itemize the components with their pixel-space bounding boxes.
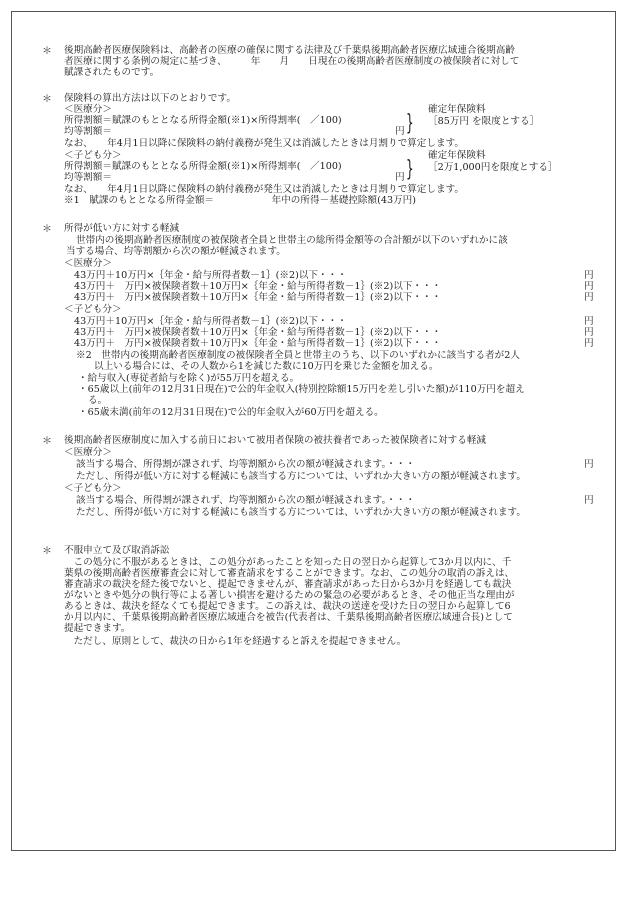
brace-icon: }	[406, 157, 414, 182]
s2-med-limit: ［85万円 を限度とする］	[428, 116, 540, 127]
s3-note2-a: ・給与収入(専従者給与を除く)が55万円を超える。	[78, 373, 300, 384]
s4-med-line-2: ただし、所得が低い方に対する軽減にも該当する方については、いずれか大きい方の額が軽減されます。	[76, 471, 526, 482]
s2-med-kakutei: 確定年保険料	[428, 104, 486, 115]
s2-note1: ※1 賦課のもととなる所得金額＝ 年中の所得－基礎控除額(43万円)	[64, 195, 416, 206]
s3-kodomo-row-1: 43万円＋10万円×｛年金・給与所得者数－1｝(※2)以下・・・	[74, 316, 347, 327]
s2-kodomo-kinto-yen: 円	[395, 172, 405, 183]
s4-title: 後期高齢者医療制度に加入する前日において被用者保険の被扶養者であった被保険者に対する軽減	[64, 435, 487, 446]
s2-kodomo-note: なお、 年4月1日以降に保険料の納付義務が発生又は消滅したときは月割りで算定します。	[64, 184, 464, 195]
s3-med-row-3: 43万円＋ 万円×被保険者数＋10万円×｛年金・給与所得者数－1｝(※2)以下・・・	[74, 292, 442, 303]
s4-kodomo-line-2: ただし、所得が低い方に対する軽減にも該当する方については、いずれか大きい方の額が軽減されます。	[76, 507, 526, 518]
s3-med-row-2-yen: 円	[584, 281, 594, 292]
s3-note2-1: ※2 世帯内の後期高齢者医療制度の被保険者全員と世帯主のうち、以下のいずれかに該当する者が2人	[76, 350, 520, 361]
s5-line-2: 葉県の後期高齢者医療審査会に対して審査請求をすることができます。なお、この処分の取消の訴えは、	[64, 568, 515, 579]
s3-kodomo-row-1-yen: 円	[584, 316, 594, 327]
bullet-4: ＊	[42, 436, 52, 447]
s1-line-3: 賦課されたものです。	[64, 67, 160, 78]
s3-title: 所得が低い方に対する軽減	[64, 223, 180, 234]
s3-intro-2: 当する場合、均等割額から次の額が軽減されます。	[66, 246, 286, 257]
s3-med-row-1-yen: 円	[584, 270, 594, 281]
s2-title: 保険料の算出方法は以下のとおりです。	[64, 93, 236, 104]
s1-line-2: 者医療に関する条例の規定に基づき、 年 月 日現在の後期高齢者医療制度の被保険者に対して	[64, 56, 520, 67]
s4-med-head: ＜医療分＞	[64, 447, 112, 458]
s4-kodomo-line-1: 該当する場合、所得割が課されず、均等割額から次の額が軽減されます。・・・	[76, 495, 416, 506]
s2-kodomo-limit: ［2万1,000円を限度とする］	[428, 162, 558, 173]
bullet-2: ＊	[42, 94, 52, 105]
document-frame	[11, 11, 616, 851]
s2-med-note: なお、 年4月1日以降に保険料の納付義務が発生又は消滅したときは月割りで算定します。	[64, 138, 464, 149]
s4-kodomo-yen: 円	[584, 495, 594, 506]
s2-med-kinto-yen: 円	[395, 126, 405, 137]
s2-kodomo-head: ＜子ども分＞	[64, 150, 122, 161]
s5-line-1: この処分に不服があるときは、この処分があったことを知った日の翌日から起算して3か月以内に、千	[64, 557, 512, 568]
s5-line-5: あるときは、裁決を経なくても提起できます。この訴えは、裁決の送達を受けた日の翌日から起算して6	[64, 601, 511, 612]
s5-line-3: 審査請求の裁決を経た後でないと、提起できませんが、審査請求があった日から3か月を経過しても裁決	[64, 579, 512, 590]
s3-med-head: ＜医療分＞	[64, 258, 112, 269]
s3-med-row-3-yen: 円	[584, 292, 594, 303]
s3-kodomo-row-2-yen: 円	[584, 327, 594, 338]
s3-kodomo-head: ＜子ども分＞	[64, 304, 122, 315]
bullet-3: ＊	[42, 224, 52, 235]
s3-note2-b2: る。	[88, 395, 108, 406]
s5-line-8: ただし、原則として、裁決の日から1年を経過すると訴えを提起できません。	[64, 636, 407, 647]
s2-med-shotoku: 所得割額＝賦課のもととなる所得金額(※1)×所得割率( ／100)	[64, 115, 342, 126]
s3-kodomo-row-3-yen: 円	[584, 338, 594, 349]
s3-note2-2: 以上いる場合には、その人数から1を減じた数に10万円を乗じた金額を加える。	[94, 361, 439, 372]
s5-line-4: がないときや処分の執行等による著しい損害を避けるための緊急の必要があるとき、その他正当な理由が	[64, 590, 515, 601]
bullet-1: ＊	[42, 46, 52, 57]
s5-line-7: 提起できます。	[64, 623, 131, 634]
s2-kodomo-shotoku: 所得割額＝賦課のもととなる所得金額(※1)×所得割率( ／100)	[64, 161, 342, 172]
s3-kodomo-row-2: 43万円＋ 万円×被保険者数＋10万円×｛年金・給与所得者数－1｝(※2)以下・・・	[74, 327, 442, 338]
s3-med-row-1: 43万円＋10万円×｛年金・給与所得者数－1｝(※2)以下・・・	[74, 270, 347, 281]
brace-icon: }	[406, 111, 414, 136]
s3-intro-1: 世帯内の後期高齢者医療制度の被保険者全員と世帯主の総所得金額等の合計額が以下のいずれかに該	[76, 235, 508, 246]
s3-note2-c: ・65歳未満(前年の12月31日現在)で公的年金収入が60万円を超える。	[78, 407, 384, 418]
s3-kodomo-row-3: 43万円＋ 万円×被保険者数＋10万円×｛年金・給与所得者数－1｝(※2)以下・・・	[74, 338, 442, 349]
s4-med-yen: 円	[584, 459, 594, 470]
s3-note2-b1: ・65歳以上(前年の12月31日現在)で公的年金収入(特別控除額15万円を差し引いた額)が110万円を超え	[78, 384, 525, 395]
s2-kodomo-kinto: 均等割額＝	[64, 172, 112, 183]
s1-line-1: 後期高齢者医療保険料は、高齢者の医療の確保に関する法律及び千葉県後期高齢者医療広域連合後期高齢	[64, 45, 515, 56]
s2-med-kinto: 均等割額＝	[64, 126, 112, 137]
s4-med-line-1: 該当する場合、所得割が課されず、均等割額から次の額が軽減されます。・・・	[76, 459, 416, 470]
s2-kodomo-kakutei: 確定年保険料	[428, 150, 486, 161]
s4-kodomo-head: ＜子ども分＞	[64, 483, 122, 494]
s2-med-head: ＜医療分＞	[64, 104, 112, 115]
s5-title: 不服申立て及び取消訴訟	[64, 545, 170, 556]
bullet-5: ＊	[42, 546, 52, 557]
s5-line-6: か月以内に、千葉県後期高齢者医療広域連合を被告(代表者は、千葉県後期高齢者医療広域連合長)として	[64, 612, 513, 623]
s3-med-row-2: 43万円＋ 万円×被保険者数＋10万円×｛年金・給与所得者数－1｝(※2)以下・・・	[74, 281, 442, 292]
